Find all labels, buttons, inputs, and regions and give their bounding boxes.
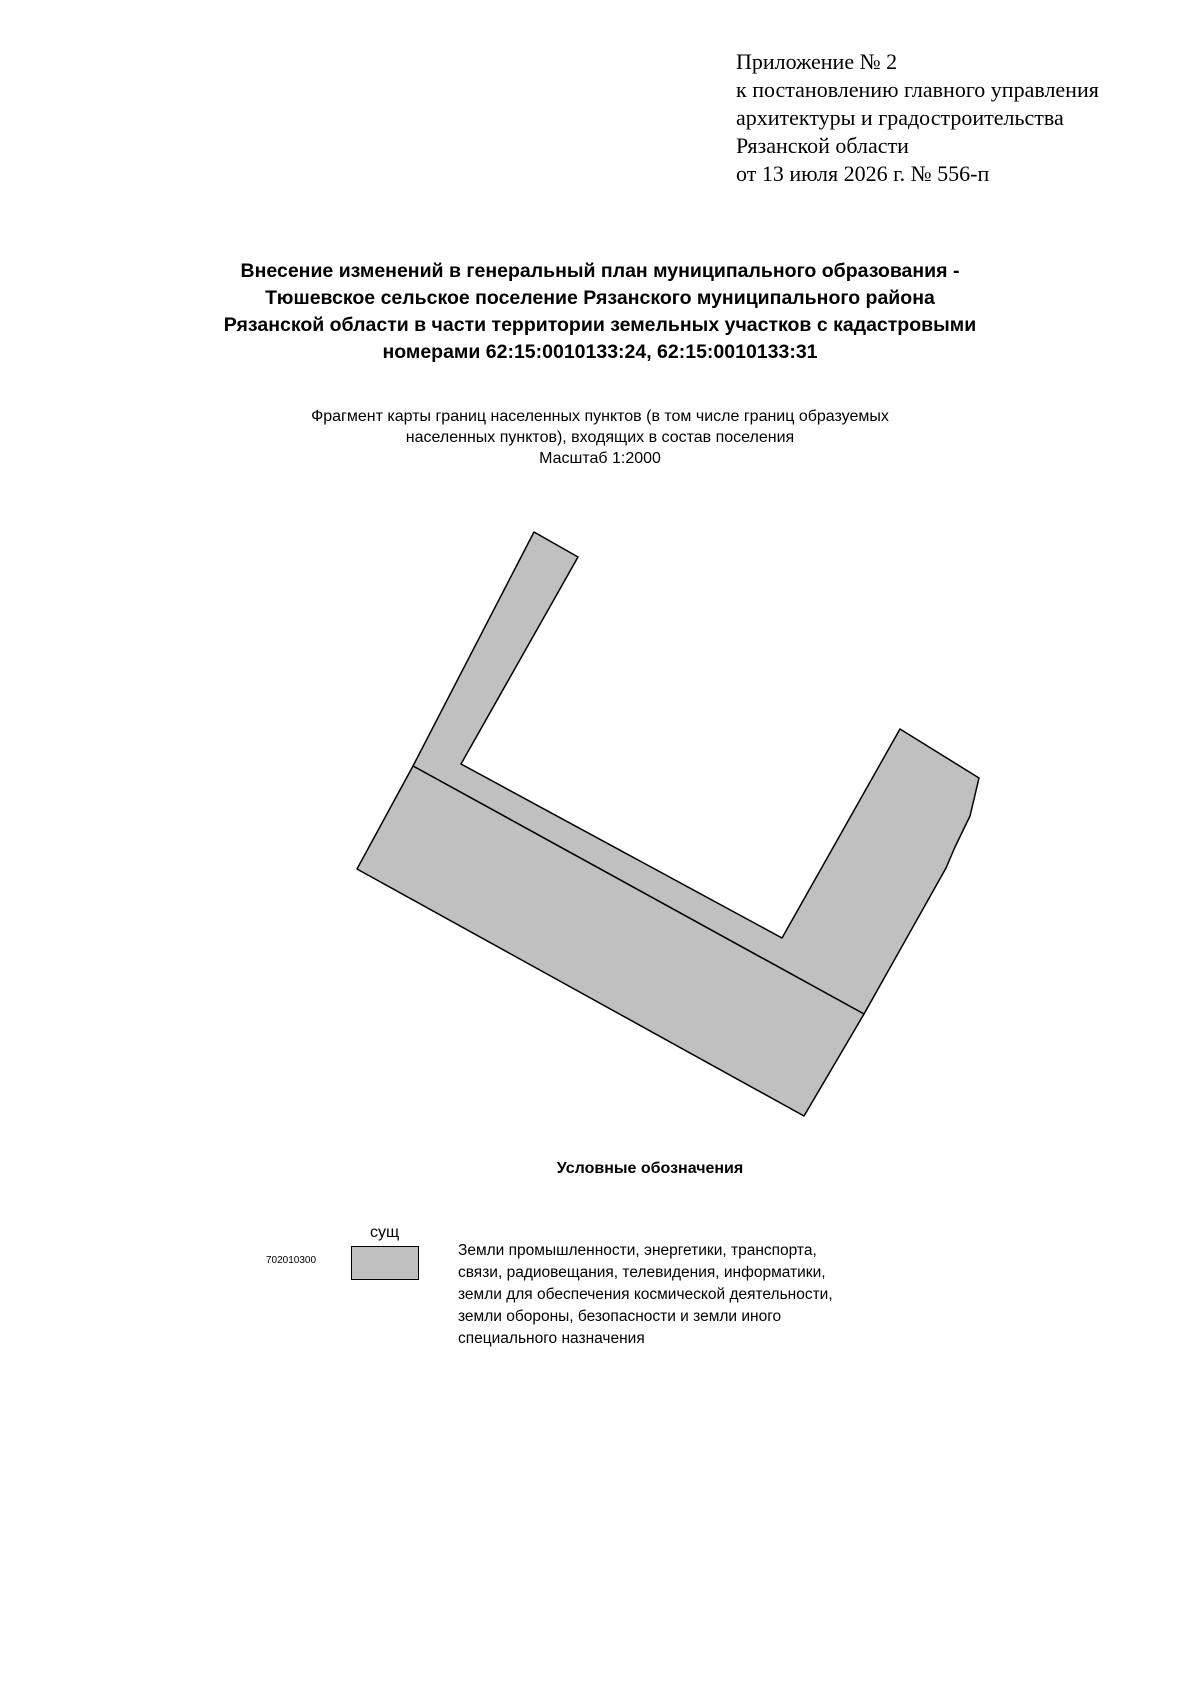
legend-description: [458, 1240, 833, 1350]
title-line: Внесение изменений в генеральный план муниципального образования -: [240, 260, 960, 282]
title-line: Рязанской области в части территории земельных участков с кадастровыми: [223, 314, 977, 336]
legend-title: Условные обозначения: [556, 1160, 744, 1177]
appendix-line: Рязанской области: [736, 133, 909, 158]
legend-status: сущ: [370, 1224, 400, 1241]
title-line: номерами 62:15:0010133:24, 62:15:0010133:31: [382, 341, 818, 363]
subtitle-line: Фрагмент карты границ населенных пунктов (в том числе границ образуемых: [311, 408, 889, 425]
legend-swatch: [351, 1246, 419, 1280]
appendix-line: архитектуры и градостроительства: [736, 105, 1064, 130]
legend-description-line: связи, радиовещания, телевидения, информатики,: [458, 1264, 826, 1281]
appendix-line: к постановлению главного управления: [736, 77, 1099, 102]
subtitle-line: населенных пунктов), входящих в состав поселения: [405, 429, 795, 446]
legend-description-line: Земли промышленности, энергетики, транспорта,: [458, 1242, 817, 1259]
legend-description-line: земли обороны, безопасности и земли иного: [458, 1308, 782, 1325]
appendix-line: Приложение № 2: [736, 49, 898, 74]
title-line: Тюшевское сельское поселение Рязанского муниципального района: [265, 287, 935, 309]
legend-description-line: земли для обеспечения космической деятельности,: [458, 1286, 833, 1303]
legend-description-line: специального назначения: [458, 1330, 645, 1347]
legend-code: 702010300: [266, 1255, 317, 1266]
appendix-line: от 13 июля 2026 г. № 556-п: [736, 161, 990, 186]
map-scale: Масштаб 1:2000: [539, 450, 661, 467]
